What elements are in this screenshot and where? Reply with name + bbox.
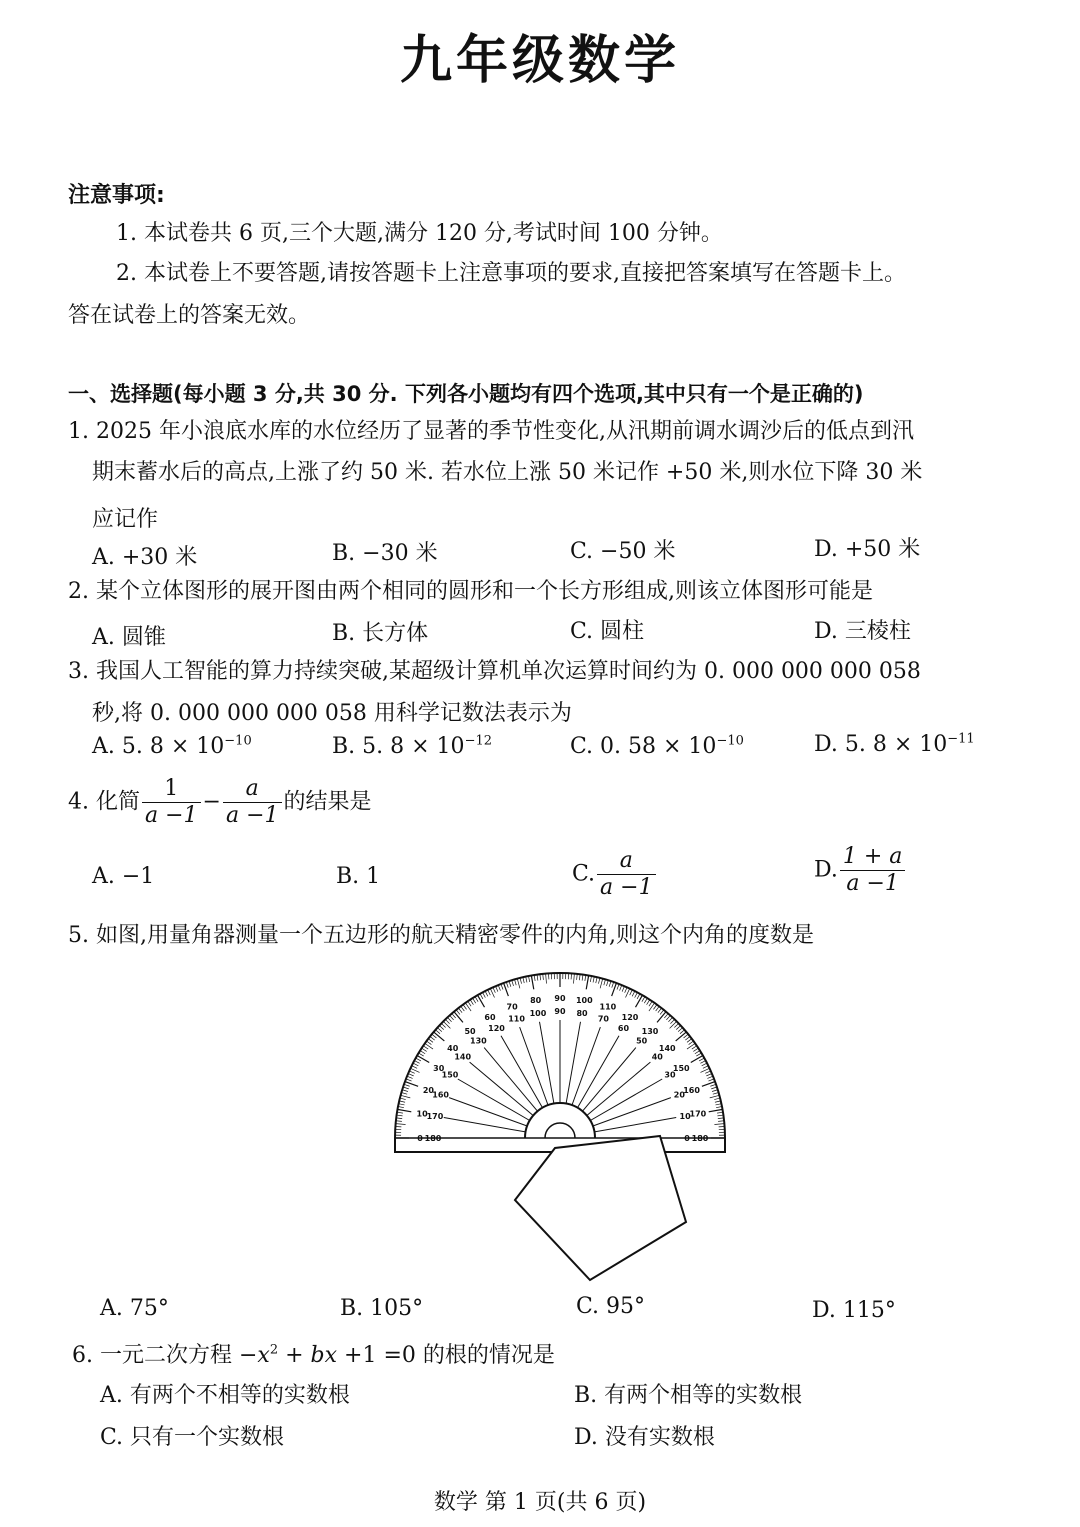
q4-option-a: A. −1 (92, 864, 155, 889)
protractor-outer-label: 30 (433, 1064, 445, 1073)
protractor-inner-label: 40 (651, 1052, 663, 1062)
protractor-inner-label: 50 (636, 1036, 648, 1046)
q1-option-b: B. −30 米 (332, 541, 438, 566)
q5-line1: 5. 如图,用量角器测量一个五边形的航天精密零件的内角,则这个内角的度数是 (68, 923, 814, 948)
protractor-inner-label: 20 (673, 1090, 685, 1100)
protractor-outer-label: 150 (672, 1064, 690, 1073)
protractor-inner-label: 90 (554, 1007, 566, 1016)
q5-option-d: D. 115° (812, 1298, 896, 1323)
q6-option-d: D. 没有实数根 (574, 1425, 715, 1450)
page-footer: 数学 第 1 页(共 6 页) (433, 1490, 647, 1515)
q1-option-a: A. +30 米 (92, 545, 198, 570)
q3-line2: 秒,将 0. 000 000 000 058 用科学记数法表示为 (92, 701, 572, 726)
protractor-outer-label: 110 (599, 1002, 617, 1012)
protractor-outer-label: 140 (658, 1044, 676, 1054)
q1-option-c: C. −50 米 (570, 539, 676, 564)
q1-line2: 期末蓄水后的高点,上涨了约 50 米. 若水位上涨 50 米记作 +50 米,则水位下降 30 米 (92, 460, 923, 485)
protractor-outer-label: 180 (691, 1134, 709, 1143)
protractor-inner-label: 160 (432, 1090, 450, 1100)
q6-stem: 6. 一元二次方程 $-x^2$ + bx +1 =0 的根的情况是 (72, 1342, 555, 1368)
protractor-inner-label: 110 (508, 1014, 525, 1024)
protractor-outer-label: 70 (506, 1002, 518, 1012)
protractor-inner-label: 10 (679, 1111, 691, 1121)
protractor-inner-label: 180 (424, 1134, 442, 1143)
q4-option-d: D. $\frac{1 + a}{a -1}$ (814, 844, 907, 897)
q4-stem: 4. 化简 $\frac{1}{a -1}$ − $\frac{a}{a -1}$ 的结果是 (68, 776, 372, 828)
q6-option-b: B. 有两个相等的实数根 (574, 1383, 803, 1408)
protractor-outer-label: 20 (422, 1086, 435, 1096)
protractor-outer-label: 120 (621, 1012, 639, 1022)
protractor-inner-label: 170 (426, 1111, 444, 1121)
protractor-figure (380, 960, 740, 1290)
q5-option-b: B. 105° (340, 1296, 424, 1321)
protractor-inner-label: 140 (454, 1052, 472, 1062)
protractor-outer-label: 50 (464, 1026, 476, 1036)
q3-option-b: B. 5. $8 \times 10^{-12}$ (332, 733, 492, 759)
protractor-inner-label: 30 (664, 1070, 676, 1080)
protractor-outer-label: 0 (417, 1134, 423, 1143)
pentagon-part (515, 1136, 686, 1280)
q2-option-d: D. 三棱柱 (814, 619, 911, 644)
notice-heading: 注意事项: (68, 183, 165, 208)
protractor-outer-label: 160 (683, 1086, 700, 1096)
protractor-outer-label: 40 (447, 1044, 459, 1054)
protractor-outer-label: 10 (416, 1109, 428, 1119)
protractor-outer-label: 170 (689, 1109, 707, 1119)
q2-option-c: C. 圆柱 (570, 619, 645, 644)
q1-line3: 应记作 (92, 507, 159, 532)
protractor-outer-label: 60 (484, 1012, 496, 1022)
q3-option-a: A. 5. $8 \times 10^{-10}$ (92, 733, 252, 759)
protractor-inner-label: 120 (488, 1024, 505, 1034)
protractor-inner-label: 60 (617, 1024, 630, 1034)
section-heading: 一、选择题(每小题 3 分,共 30 分. 下列各小题均有四个选项,其中只有一个是正确的) (68, 382, 864, 406)
q2-option-a: A. 圆锥 (92, 625, 166, 650)
q4-fraction-2: $\frac{a}{a -1}$ (223, 776, 282, 829)
page-title: 九年级数学 (399, 31, 680, 91)
protractor-outer-label: 130 (641, 1026, 659, 1036)
q6-option-c: C. 只有一个实数根 (100, 1425, 285, 1450)
protractor-inner-label: 80 (576, 1008, 588, 1018)
q5-option-a: A. 75° (100, 1296, 169, 1321)
protractor-inner-label: 0 (684, 1134, 690, 1143)
q4-fraction-1: $\frac{1}{a -1}$ (142, 776, 201, 829)
protractor-outer-label: 90 (554, 994, 566, 1003)
q5-option-c: C. 95° (576, 1294, 646, 1319)
q3-option-d: D. 5. $8 \times 10^{-11}$ (814, 731, 975, 757)
q3-line1: 3. 我国人工智能的算力持续突破,某超级计算机单次运算时间约为 0. 000 000 000 058 (68, 659, 921, 684)
q2-line1: 2. 某个立体图形的展开图由两个相同的圆形和一个长方形组成,则该立体图形可能是 (68, 579, 873, 604)
q1-option-d: D. +50 米 (814, 537, 921, 562)
q4-option-b: B. 1 (336, 864, 381, 889)
notice-item-1: 1. 本试卷共 6 页,三个大题,满分 120 分,考试时间 100 分钟。 (116, 221, 723, 246)
protractor-inner-label: 150 (441, 1070, 459, 1080)
protractor-inner-label: 130 (470, 1036, 487, 1046)
notice-item-2: 2. 本试卷上不要答题,请按答题卡上注意事项的要求,直接把答案填写在答题卡上。 (116, 261, 906, 286)
protractor-inner-label: 100 (529, 1008, 547, 1018)
q3-option-c: C. 0. $58 \times 10^{-10}$ (570, 733, 744, 759)
notice-item-2-cont: 答在试卷上的答案无效。 (68, 303, 311, 328)
protractor-outer-label: 80 (530, 996, 542, 1006)
q4-option-c: C. $\frac{a}{a -1}$ (572, 848, 658, 901)
protractor-outer-label: 100 (575, 996, 593, 1006)
q2-option-b: B. 长方体 (332, 621, 429, 646)
q6-option-a: A. 有两个不相等的实数根 (100, 1383, 350, 1408)
protractor-inner-label: 70 (597, 1014, 610, 1024)
q1-line1: 1. 2025 年小浪底水库的水位经历了显著的季节性变化,从汛期前调水调沙后的低点到汛 (68, 419, 914, 444)
